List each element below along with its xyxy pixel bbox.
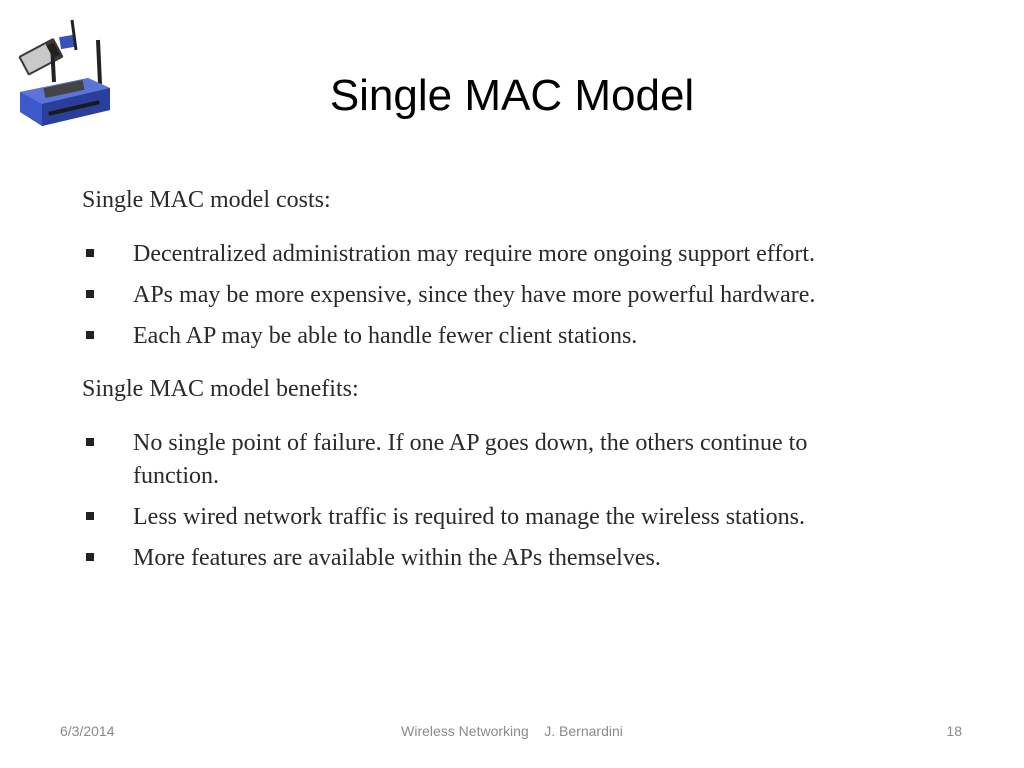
list-item	[82, 320, 902, 353]
footer-date: 6/3/2014	[60, 723, 115, 739]
bullet-marker-icon	[86, 512, 94, 520]
bullet-marker-icon	[86, 438, 94, 446]
benefits-heading: Single MAC model benefits:	[82, 376, 359, 402]
slide-number: 18	[946, 723, 962, 739]
footer-title: Wireless Networking J. Bernardini	[401, 723, 623, 739]
bullet-marker-icon	[86, 553, 94, 561]
list-item-text: Each AP may be able to handle fewer client stations.	[133, 323, 638, 349]
benefits-list	[82, 427, 902, 575]
slide-content	[82, 184, 902, 583]
bullet-marker-icon	[86, 331, 94, 339]
list-item	[82, 238, 902, 271]
list-item	[82, 501, 902, 534]
list-item-text: Decentralized administration may require more ongoing support effort.	[133, 241, 816, 267]
list-item-text: APs may be more expensive, since they have more powerful hardware.	[133, 282, 816, 308]
costs-list	[82, 238, 902, 353]
bullet-marker-icon	[86, 249, 94, 257]
list-item	[82, 542, 902, 575]
list-item	[82, 279, 902, 312]
slide-title: Single MAC Model	[329, 71, 695, 120]
bullet-marker-icon	[86, 290, 94, 298]
list-item	[82, 427, 902, 493]
list-item-text: No single point of failure. If one AP goes down, the others continue to function.	[133, 430, 808, 489]
costs-heading: Single MAC model costs:	[82, 187, 331, 213]
list-item-text: Less wired network traffic is required to manage the wireless stations.	[133, 504, 806, 530]
list-item-text: More features are available within the APs themselves.	[133, 545, 661, 571]
